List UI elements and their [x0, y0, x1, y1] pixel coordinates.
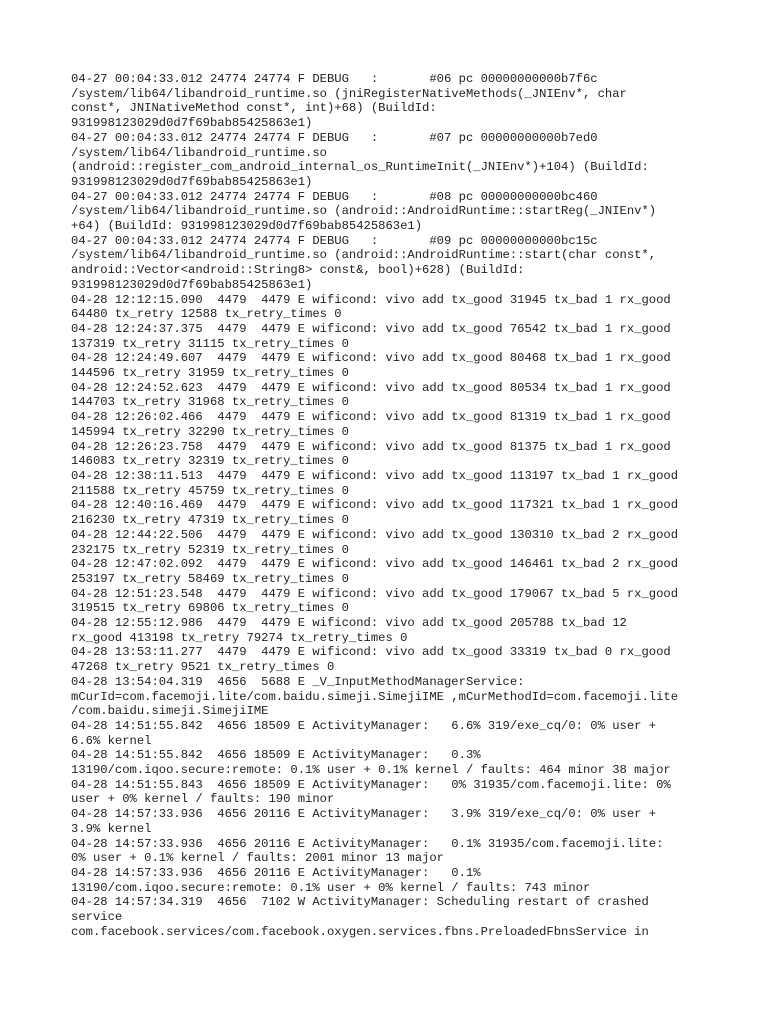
- log-line: /system/lib64/libandroid_runtime.so: [71, 145, 327, 160]
- log-line: 04-28 12:44:22.506 4479 4479 E wificond: vivo add tx_good 130310 tx_bad 2 rx_good: [71, 527, 679, 542]
- log-line: /system/lib64/libandroid_runtime.so (android::AndroidRuntime::startReg(_JNIEnv*): [71, 204, 657, 219]
- log-line: 04-28 12:55:12.986 4479 4479 E wificond: vivo add tx_good 205788 tx_bad 12: [71, 616, 627, 631]
- log-line: 137319 tx_retry 31115 tx_retry_times 0: [71, 336, 349, 351]
- log-line: /system/lib64/libandroid_runtime.so (jniRegisterNativeMethods(_JNIEnv*, char: [71, 86, 627, 101]
- log-line: 145994 tx_retry 32290 tx_retry_times 0: [71, 424, 349, 439]
- log-line: 04-27 00:04:33.012 24774 24774 F DEBUG : #08 pc 00000000000bc460: [71, 189, 598, 204]
- log-line: 931998123029d0d7f69bab85425863e1): [71, 116, 313, 131]
- log-line: 04-27 00:04:33.012 24774 24774 F DEBUG : #09 pc 00000000000bc15c: [71, 233, 598, 248]
- log-line: 04-28 14:51:55.842 4656 18509 E ActivityManager: 6.6% 319/exe_cq/0: 0% user +: [71, 718, 657, 733]
- log-line: 931998123029d0d7f69bab85425863e1): [71, 277, 313, 292]
- log-line: 253197 tx_retry 58469 tx_retry_times 0: [71, 571, 349, 586]
- log-line: 146083 tx_retry 32319 tx_retry_times 0: [71, 454, 349, 469]
- log-line: 144596 tx_retry 31959 tx_retry_times 0: [71, 366, 349, 381]
- log-line: 04-28 12:38:11.513 4479 4479 E wificond: vivo add tx_good 113197 tx_bad 1 rx_good: [71, 468, 679, 483]
- log-line: 04-28 12:40:16.469 4479 4479 E wificond: vivo add tx_good 117321 tx_bad 1 rx_good: [71, 498, 679, 513]
- log-line: const*, JNINativeMethod const*, int)+68) (BuildId:: [71, 101, 437, 116]
- log-line: 04-28 12:12:15.090 4479 4479 E wificond: vivo add tx_good 31945 tx_bad 1 rx_good: [71, 292, 671, 307]
- log-line: +64) (BuildId: 931998123029d0d7f69bab85425863e1): [71, 219, 423, 234]
- log-line: /com.baidu.simeji.SimejiIME: [71, 704, 269, 719]
- log-line: 216230 tx_retry 47319 tx_retry_times 0: [71, 513, 349, 528]
- log-line: 13190/com.iqoo.secure:remote: 0.1% user + 0.1% kernel / faults: 464 minor 38 major: [71, 763, 671, 778]
- log-line: 931998123029d0d7f69bab85425863e1): [71, 174, 313, 189]
- log-line: 04-28 12:26:23.758 4479 4479 E wificond: vivo add tx_good 81375 tx_bad 1 rx_good: [71, 439, 671, 454]
- log-line: 04-28 13:54:04.319 4656 5688 E _V_InputMethodManagerService:: [71, 674, 525, 689]
- log-line: 232175 tx_retry 52319 tx_retry_times 0: [71, 542, 349, 557]
- log-line: mCurId=com.facemoji.lite/com.baidu.simeji.SimejiIME ,mCurMethodId=com.facemoji.lite: [71, 689, 679, 704]
- log-line: 04-28 14:57:33.936 4656 20116 E ActivityManager: 0.1% 31935/com.facemoji.lite:: [71, 836, 664, 851]
- log-line: 04-28 12:47:02.092 4479 4479 E wificond: vivo add tx_good 146461 tx_bad 2 rx_good: [71, 557, 679, 572]
- log-line: 04-28 14:57:33.936 4656 20116 E ActivityManager: 0.1%: [71, 865, 481, 880]
- log-line: 04-28 13:53:11.277 4479 4479 E wificond: vivo add tx_good 33319 tx_bad 0 rx_good: [71, 645, 671, 660]
- log-line: 04-28 12:26:02.466 4479 4479 E wificond: vivo add tx_good 81319 tx_bad 1 rx_good: [71, 410, 671, 425]
- log-line: 64480 tx_retry 12588 tx_retry_times 0: [71, 307, 342, 322]
- log-line: 6.6% kernel: [71, 733, 152, 748]
- log-line: 144703 tx_retry 31968 tx_retry_times 0: [71, 395, 349, 410]
- log-line: /system/lib64/libandroid_runtime.so (android::AndroidRuntime::start(char const*,: [71, 248, 657, 263]
- log-line: 04-28 14:57:34.319 4656 7102 W ActivityManager: Scheduling restart of crashed: [71, 895, 649, 910]
- log-line: 04-27 00:04:33.012 24774 24774 F DEBUG : #06 pc 00000000000b7f6c: [71, 72, 598, 86]
- log-line: 3.9% kernel: [71, 821, 152, 836]
- log-line: 13190/com.iqoo.secure:remote: 0.1% user + 0% kernel / faults: 743 minor: [71, 880, 591, 895]
- log-line: android::Vector<android::String8> const&, bool)+628) (BuildId:: [71, 263, 525, 278]
- log-line: user + 0% kernel / faults: 190 minor: [71, 792, 335, 807]
- log-line: 47268 tx_retry 9521 tx_retry_times 0: [71, 660, 335, 675]
- log-text-block: [71, 72, 711, 939]
- log-line: service: [71, 910, 123, 925]
- log-line: 04-28 12:51:23.548 4479 4479 E wificond: vivo add tx_good 179067 tx_bad 5 rx_good: [71, 586, 679, 601]
- log-line: 04-28 12:24:37.375 4479 4479 E wificond: vivo add tx_good 76542 tx_bad 1 rx_good: [71, 321, 671, 336]
- log-line: 04-28 14:51:55.842 4656 18509 E ActivityManager: 0.3%: [71, 748, 481, 763]
- log-line: 04-28 12:24:49.607 4479 4479 E wificond: vivo add tx_good 80468 tx_bad 1 rx_good: [71, 351, 671, 366]
- log-line: 04-28 12:24:52.623 4479 4479 E wificond: vivo add tx_good 80534 tx_bad 1 rx_good: [71, 380, 671, 395]
- log-line: 319515 tx_retry 69806 tx_retry_times 0: [71, 601, 349, 616]
- log-line: 0% user + 0.1% kernel / faults: 2001 minor 13 major: [71, 851, 444, 866]
- log-line: com.facebook.services/com.facebook.oxygen.services.fbns.PreloadedFbnsService in: [71, 924, 649, 939]
- log-line: 04-28 14:51:55.843 4656 18509 E ActivityManager: 0% 31935/com.facemoji.lite: 0%: [71, 777, 671, 792]
- log-line: rx_good 413198 tx_retry 79274 tx_retry_times 0: [71, 630, 408, 645]
- log-line: 04-28 14:57:33.936 4656 20116 E ActivityManager: 3.9% 319/exe_cq/0: 0% user +: [71, 807, 657, 822]
- log-line: 04-27 00:04:33.012 24774 24774 F DEBUG : #07 pc 00000000000b7ed0: [71, 130, 598, 145]
- log-line: 211588 tx_retry 45759 tx_retry_times 0: [71, 483, 349, 498]
- log-line: (android::register_com_android_internal_os_RuntimeInit(_JNIEnv*)+104) (BuildId:: [71, 160, 649, 175]
